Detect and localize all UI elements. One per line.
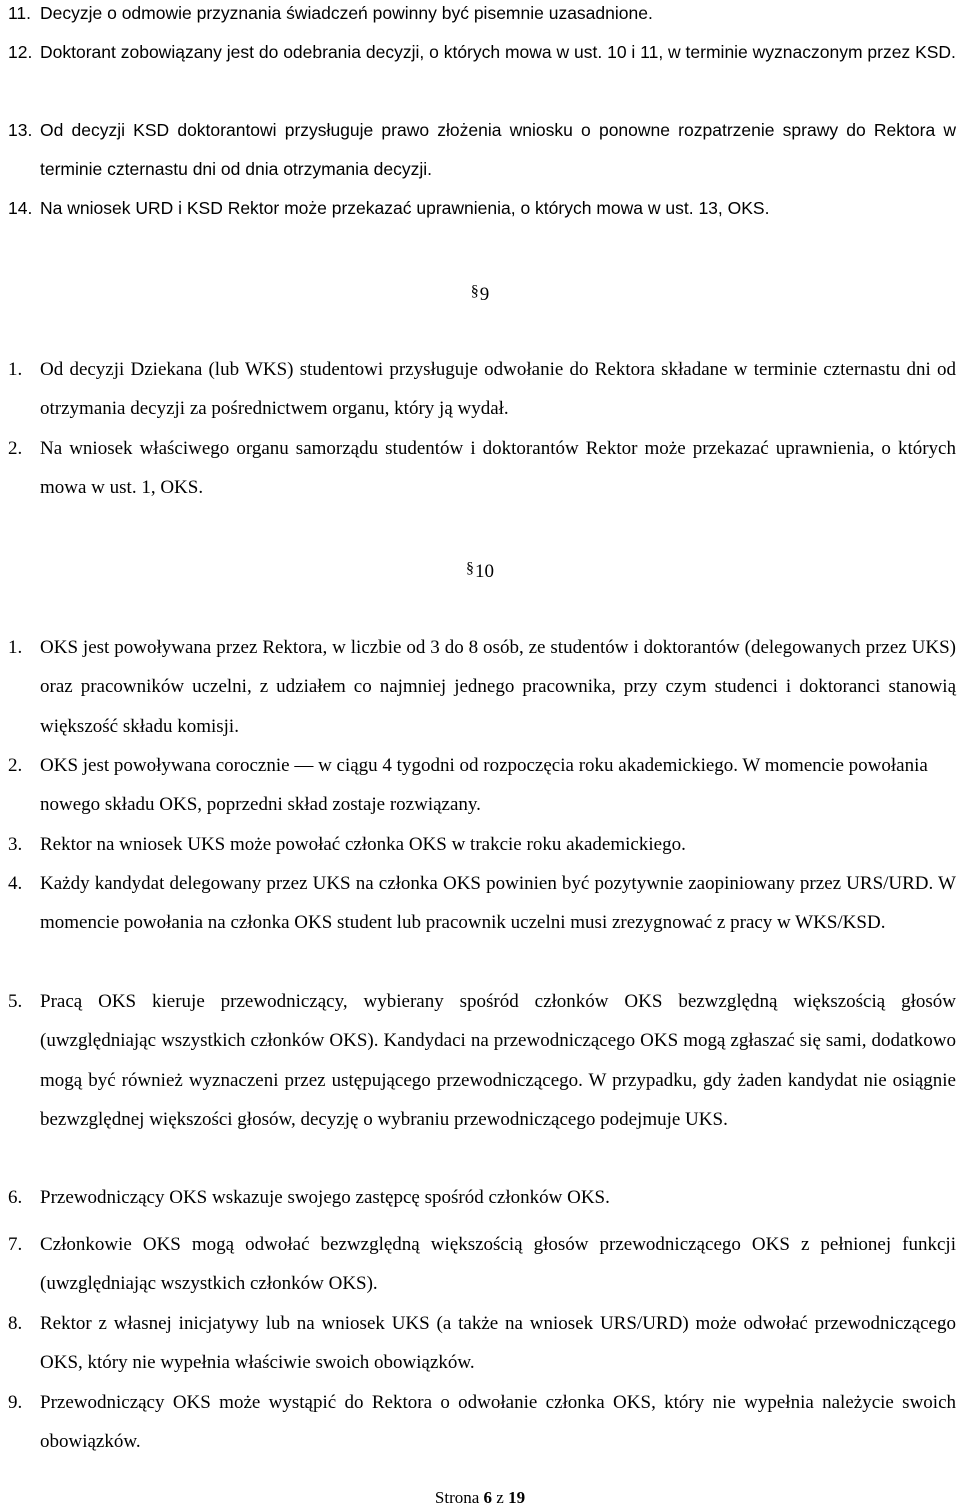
section10-paragraph-2 — [8, 746, 956, 825]
section10-paragraph-9 — [8, 1383, 956, 1462]
paragraph-text: Od decyzji Dziekana (lub WKS) studentowi przysługuje odwołanie do Rektora składane w terminie czternastu dni od otrzymania decyzji za pośrednictwem organu, który ją wydał. — [40, 359, 956, 420]
paragraph-number: 11. — [8, 3, 32, 23]
paragraph-text: Każdy kandydat delegowany przez UKS na członka OKS powinien być pozytywnie zaopiniowany przez URS/URD. W momencie powołania na członka OKS student lub pracownik uczelni musi zrezygnować z pracy w WKS/KSD. — [40, 873, 956, 934]
paragraph-text: OKS jest powoływana przez Rektora, w liczbie od 3 do 8 osób, ze studentów i doktorantów (delegowanych przez UKS) oraz pracowników uczelni, z udziałem co najmniej jednego pracownika, przy czym studenci i doktoranci stanowią większość składu komisji. — [40, 637, 956, 737]
section9-paragraph-1 — [8, 350, 956, 429]
paragraph-number: 13. — [8, 120, 33, 140]
section10-paragraph-4 — [8, 864, 956, 943]
paragraph-number: 2. — [8, 755, 23, 776]
paragraph-number: 2. — [8, 438, 23, 459]
paragraph-text: Doktorant zobowiązany jest do odebrania decyzji, o których mowa w ust. 10 i 11, w terminie wyznaczonym przez KSD. — [40, 42, 956, 62]
paragraph-number: 6. — [8, 1187, 23, 1208]
paragraph-13 — [8, 111, 956, 190]
section-sign: § — [470, 283, 479, 300]
section-number: 10 — [475, 561, 494, 582]
section-heading-10 — [0, 557, 960, 584]
section10-paragraph-1 — [8, 628, 956, 746]
paragraph-text: Rektor z własnej inicjatywy lub na wniosek UKS (a także na wniosek URS/URD) może odwołać przewodniczącego OKS, który nie wypełnia właściwie swoich obowiązków. — [40, 1313, 956, 1374]
section10-paragraph-6 — [8, 1178, 956, 1217]
paragraph-text: Przewodniczący OKS wskazuje swojego zastępcę spośród członków OKS. — [40, 1187, 610, 1208]
paragraph-number: 1. — [8, 359, 23, 380]
paragraph-text: Na wniosek właściwego organu samorządu studentów i doktorantów Rektor może przekazać uprawnienia, o których mowa w ust. 1, OKS. — [40, 438, 956, 499]
paragraph-number: 1. — [8, 637, 23, 658]
paragraph-12 — [8, 33, 956, 72]
paragraph-number: 9. — [8, 1392, 23, 1413]
section10-paragraph-5 — [8, 982, 956, 1139]
footer-total-pages: 19 — [508, 1488, 526, 1507]
section-number: 9 — [479, 284, 490, 305]
section9-paragraph-2 — [8, 429, 956, 508]
paragraph-number: 4. — [8, 873, 23, 894]
section-heading-9 — [0, 280, 960, 307]
footer-separator: z — [496, 1488, 504, 1507]
footer-prefix: Strona — [434, 1488, 480, 1507]
paragraph-text: Od decyzji KSD doktorantowi przysługuje prawo złożenia wniosku o ponowne rozpatrzenie sprawy do Rektora w terminie czternastu dni od dnia otrzymania decyzji. — [40, 120, 956, 180]
paragraph-text: Członkowie OKS mogą odwołać bezwzględną większością głosów przewodniczącego OKS z pełnionej funkcji (uwzględniając wszystkich członków OKS). — [40, 1234, 956, 1295]
paragraph-number: 8. — [8, 1313, 23, 1334]
paragraph-number: 5. — [8, 991, 23, 1012]
paragraph-text: Decyzje o odmowie przyznania świadczeń powinny być pisemnie uzasadnione. — [40, 3, 653, 23]
page-footer — [0, 1488, 960, 1508]
paragraph-text: Pracą OKS kieruje przewodniczący, wybierany spośród członków OKS bezwzględną większością głosów (uwzględniając wszystkich członków OKS). Kandydaci na przewodniczącego OKS mogą zgłaszać się sami, dodatkowo mogą być również wyznaczeni przez ustępującego przewodniczącego. W przypadku, gdy żaden kandydat nie osiągnie bezwzględnej większości głosów, decyzję o wybraniu przewodniczącego podejmuje UKS. — [40, 991, 956, 1130]
paragraph-number: 3. — [8, 834, 23, 855]
footer-page-number: 6 — [483, 1488, 493, 1507]
paragraph-number: 7. — [8, 1234, 23, 1255]
paragraph-11 — [8, 0, 956, 33]
paragraph-text: Na wniosek URD i KSD Rektor może przekazać uprawnienia, o których mowa w ust. 13, OKS. — [40, 198, 770, 218]
paragraph-text: Rektor na wniosek UKS może powołać członka OKS w trakcie roku akademickiego. — [40, 834, 686, 855]
section10-paragraph-7 — [8, 1225, 956, 1304]
section-sign: § — [466, 560, 474, 577]
paragraph-text: OKS jest powoływana corocznie — w ciągu 4 tygodni od rozpoczęcia roku akademickiego. W momencie powołania nowego składu OKS, poprzedni skład zostaje rozwiązany. — [40, 755, 928, 816]
paragraph-text: Przewodniczący OKS może wystąpić do Rektora o odwołanie członka OKS, który nie wypełnia należycie swoich obowiązków. — [40, 1392, 956, 1453]
section10-paragraph-3 — [8, 825, 956, 864]
paragraph-number: 12. — [8, 42, 33, 62]
section10-paragraph-8 — [8, 1304, 956, 1383]
paragraph-14 — [8, 189, 956, 228]
paragraph-number: 14. — [8, 198, 33, 218]
